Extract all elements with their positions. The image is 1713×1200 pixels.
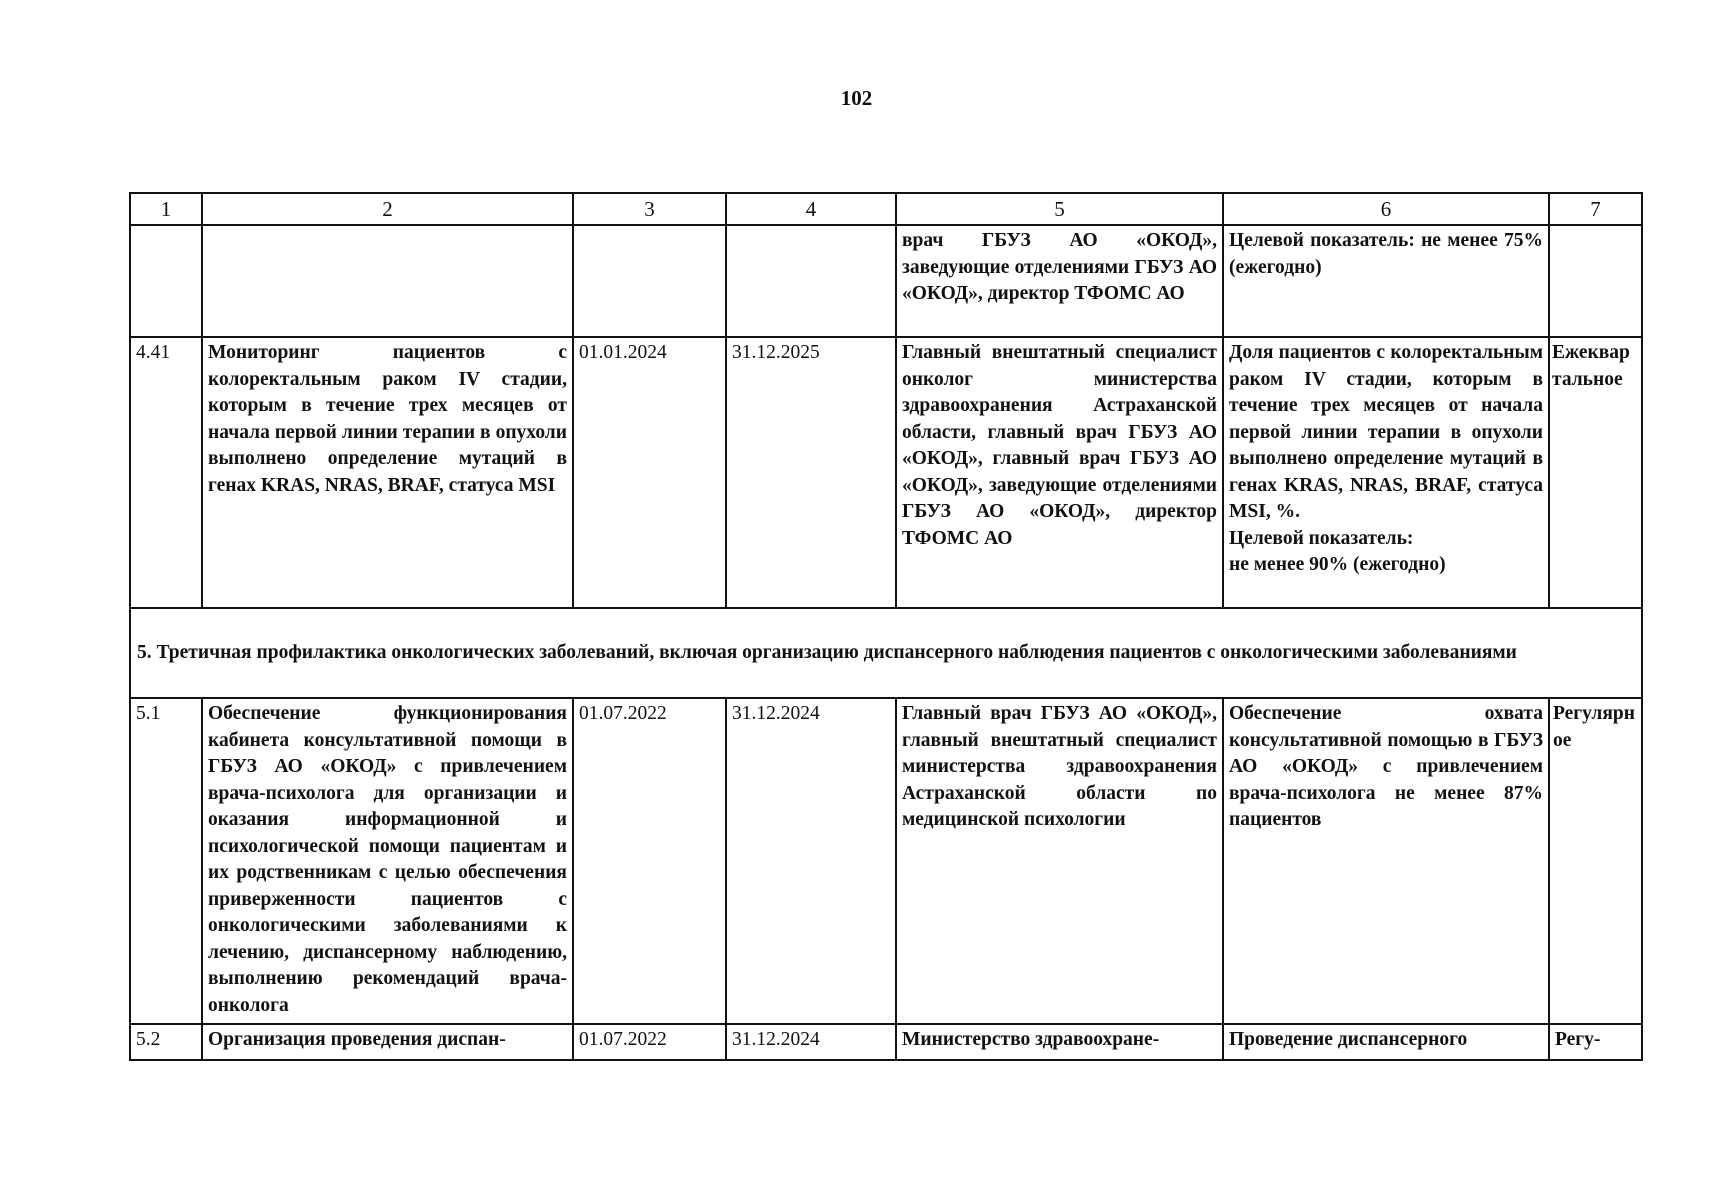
- page-number: 102: [840, 86, 873, 110]
- cell-number: 5.2: [130, 1024, 202, 1060]
- target-value: не менее 90% (ежегодно): [1229, 554, 1446, 575]
- table-row-4-41: [130, 337, 1642, 608]
- header-cell: 5: [896, 193, 1223, 225]
- plan-table: [129, 192, 1643, 1061]
- cell-result: Проведение диспансерного: [1223, 1024, 1549, 1060]
- cell-start-date: 01.01.2024: [573, 337, 726, 608]
- cell-end-date: 31.12.2024: [726, 1024, 896, 1060]
- cell-responsible: Министерство здравоохране-: [896, 1024, 1223, 1060]
- cell-responsible: врач ГБУЗ АО «ОКОД», заведующие отделениями ГБУЗ АО «ОКОД», директор ТФОМС АО: [896, 225, 1223, 337]
- cell-activity: Организация проведения диспан-: [202, 1024, 573, 1060]
- table-row-continuation: [130, 225, 1642, 337]
- table-row-5-2: [130, 1024, 1642, 1060]
- table-row-5-1: [130, 698, 1642, 1024]
- header-cell: 6: [1223, 193, 1549, 225]
- section-row-5: [130, 608, 1642, 698]
- cell-start-date: 01.07.2022: [573, 1024, 726, 1060]
- cell-activity: Мониторинг пациентов с колоректальным раком IV стадии, которым в течение трех месяцев от начала первой линии терапии в опухоли выполнено определение мутаций в генах KRAS, NRAS, BRAF, статуса MSI: [202, 337, 573, 608]
- cell-result: [1223, 337, 1549, 608]
- header-cell: 7: [1549, 193, 1642, 225]
- cell-frequency: Ежеквартальное: [1549, 337, 1642, 608]
- cell-result: Обеспечение охвата консультативной помощью в ГБУЗ АО «ОКОД» с привлечением врача-психолога не менее 87% пациентов: [1223, 698, 1549, 1024]
- table-header-row: [130, 193, 1642, 225]
- result-text: Доля пациентов с колоректальным раком IV стадии, которым в течение трех месяцев от начала первой линии терапии в опухоли выполнено определение мутаций в генах KRAS, NRAS, BRAF, статуса MSI, %.: [1229, 342, 1543, 522]
- cell-activity: Обеспечение функционирования кабинета консультативной помощи в ГБУЗ АО «ОКОД» с привлечением врача-психолога для организации и оказания информационной и психологической помощи пациентам и их родственникам с целью обеспечения приверженности пациентов с онкологическими заболеваниями к лечению, диспансерному наблюдению, выполнению рекомендаций врача-онколога: [202, 698, 573, 1024]
- cell-start-date: [573, 225, 726, 337]
- cell-number: [130, 225, 202, 337]
- cell-start-date: 01.07.2022: [573, 698, 726, 1024]
- cell-result: Целевой показатель: не менее 75% (ежегодно): [1223, 225, 1549, 337]
- header-cell: 4: [726, 193, 896, 225]
- cell-frequency: [1549, 225, 1642, 337]
- cell-end-date: [726, 225, 896, 337]
- header-cell: 3: [573, 193, 726, 225]
- cell-frequency: Регу-: [1549, 1024, 1642, 1060]
- header-cell: 1: [130, 193, 202, 225]
- cell-number: 5.1: [130, 698, 202, 1024]
- cell-responsible: Главный врач ГБУЗ АО «ОКОД», главный внештатный специалист министерства здравоохранения Астраханской области по медицинской психологии: [896, 698, 1223, 1024]
- target-label: Целевой показатель:: [1229, 527, 1414, 549]
- cell-end-date: 31.12.2025: [726, 337, 896, 608]
- cell-end-date: 31.12.2024: [726, 698, 896, 1024]
- section-title: 5. Третичная профилактика онкологических заболеваний, включая организацию диспансерного наблюдения пациентов с онкологическими заболеваниями: [130, 608, 1642, 698]
- cell-activity: [202, 225, 573, 337]
- cell-frequency: Регулярное: [1549, 698, 1642, 1024]
- cell-number: 4.41: [130, 337, 202, 608]
- header-cell: 2: [202, 193, 573, 225]
- cell-responsible: Главный внештатный специалист онколог министерства здравоохранения Астраханской области, главный врач ГБУЗ АО «ОКОД», главный врач ГБУЗ АО «ОКОД», заведующие отделениями ГБУЗ АО «ОКОД», директор ТФОМС АО: [896, 337, 1223, 608]
